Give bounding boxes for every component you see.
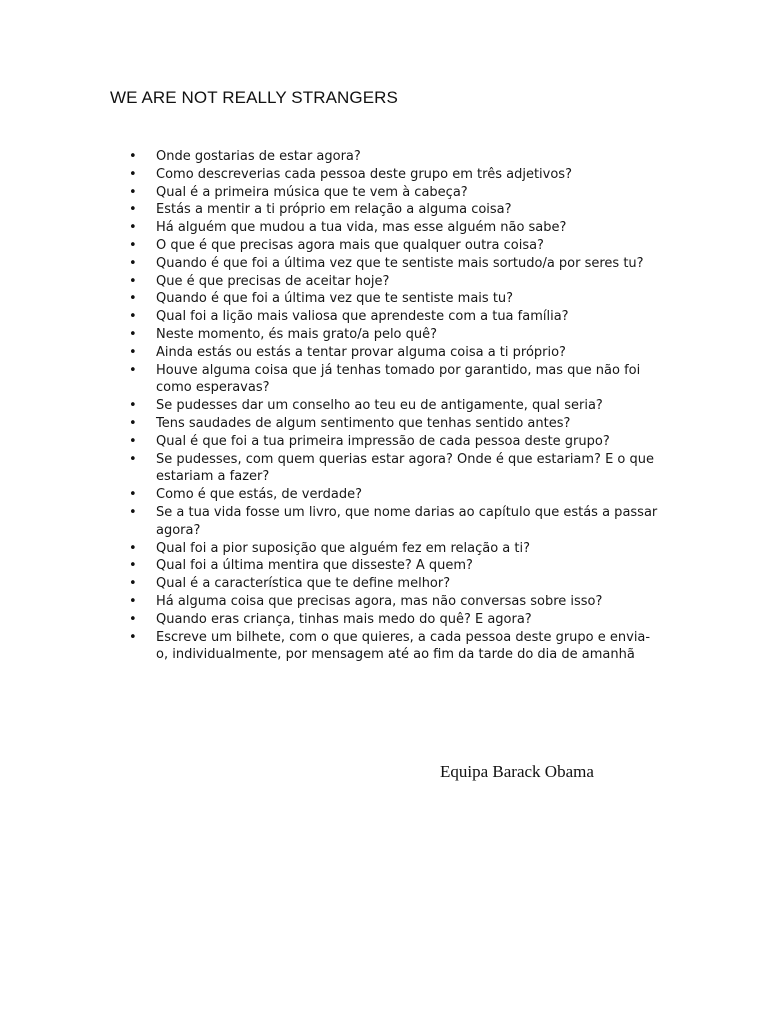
list-item: • Como descreverias cada pessoa deste grupo em três adjetivos? xyxy=(156,166,661,184)
list-item: • O que é que precisas agora mais que qualquer outra coisa? xyxy=(156,237,661,255)
signature: Equipa Barack Obama xyxy=(440,762,594,781)
list-item: • Ainda estás ou estás a tentar provar alguma coisa a ti próprio? xyxy=(156,344,661,362)
list-item: • Se pudesses dar um conselho ao teu eu de antigamente, qual seria? xyxy=(156,397,661,415)
list-item: • Neste momento, és mais grato/a pelo quê? xyxy=(156,326,661,344)
list-item: • Estás a mentir a ti próprio em relação a alguma coisa? xyxy=(156,201,661,219)
list-item: • Qual é que foi a tua primeira impressão de cada pessoa deste grupo? xyxy=(156,433,661,451)
list-item: • Se a tua vida fosse um livro, que nome darias ao capítulo que estás a passar agora? xyxy=(156,504,661,540)
list-item: • Há alguma coisa que precisas agora, mas não conversas sobre isso? xyxy=(156,593,661,611)
list-item: • Quando é que foi a última vez que te sentiste mais sortudo/a por seres tu? xyxy=(156,255,661,273)
list-item: • Houve alguma coisa que já tenhas tomado por garantido, mas que não foi como esperavas? xyxy=(156,362,661,398)
list-item: • Quando é que foi a última vez que te sentiste mais tu? xyxy=(156,290,661,308)
list-item: • Qual foi a lição mais valiosa que aprendeste com a tua família? xyxy=(156,308,661,326)
list-item: • Como é que estás, de verdade? xyxy=(156,486,661,504)
question-list xyxy=(156,148,661,664)
list-item: • Qual é a característica que te define melhor? xyxy=(156,575,661,593)
list-item: • Tens saudades de algum sentimento que tenhas sentido antes? xyxy=(156,415,661,433)
list-item: • Há alguém que mudou a tua vida, mas esse alguém não sabe? xyxy=(156,219,661,237)
list-item: • Onde gostarias de estar agora? xyxy=(156,148,661,166)
list-item: • Qual foi a pior suposição que alguém fez em relação a ti? xyxy=(156,540,661,558)
document-title: WE ARE NOT REALLY STRANGERS xyxy=(110,88,398,107)
list-item: • Qual foi a última mentira que disseste? A quem? xyxy=(156,557,661,575)
list-item: • Se pudesses, com quem querias estar agora? Onde é que estariam? E o que estariam a fazer? xyxy=(156,451,661,487)
list-item: • Quando eras criança, tinhas mais medo do quê? E agora? xyxy=(156,611,661,629)
list-item: • Que é que precisas de aceitar hoje? xyxy=(156,273,661,291)
list-item: • Qual é a primeira música que te vem à cabeça? xyxy=(156,184,661,202)
list-item: • Escreve um bilhete, com o que quieres, a cada pessoa deste grupo e envia-o, individualmente, por mensagem até ao fim da tarde do dia de amanhã xyxy=(156,629,661,665)
